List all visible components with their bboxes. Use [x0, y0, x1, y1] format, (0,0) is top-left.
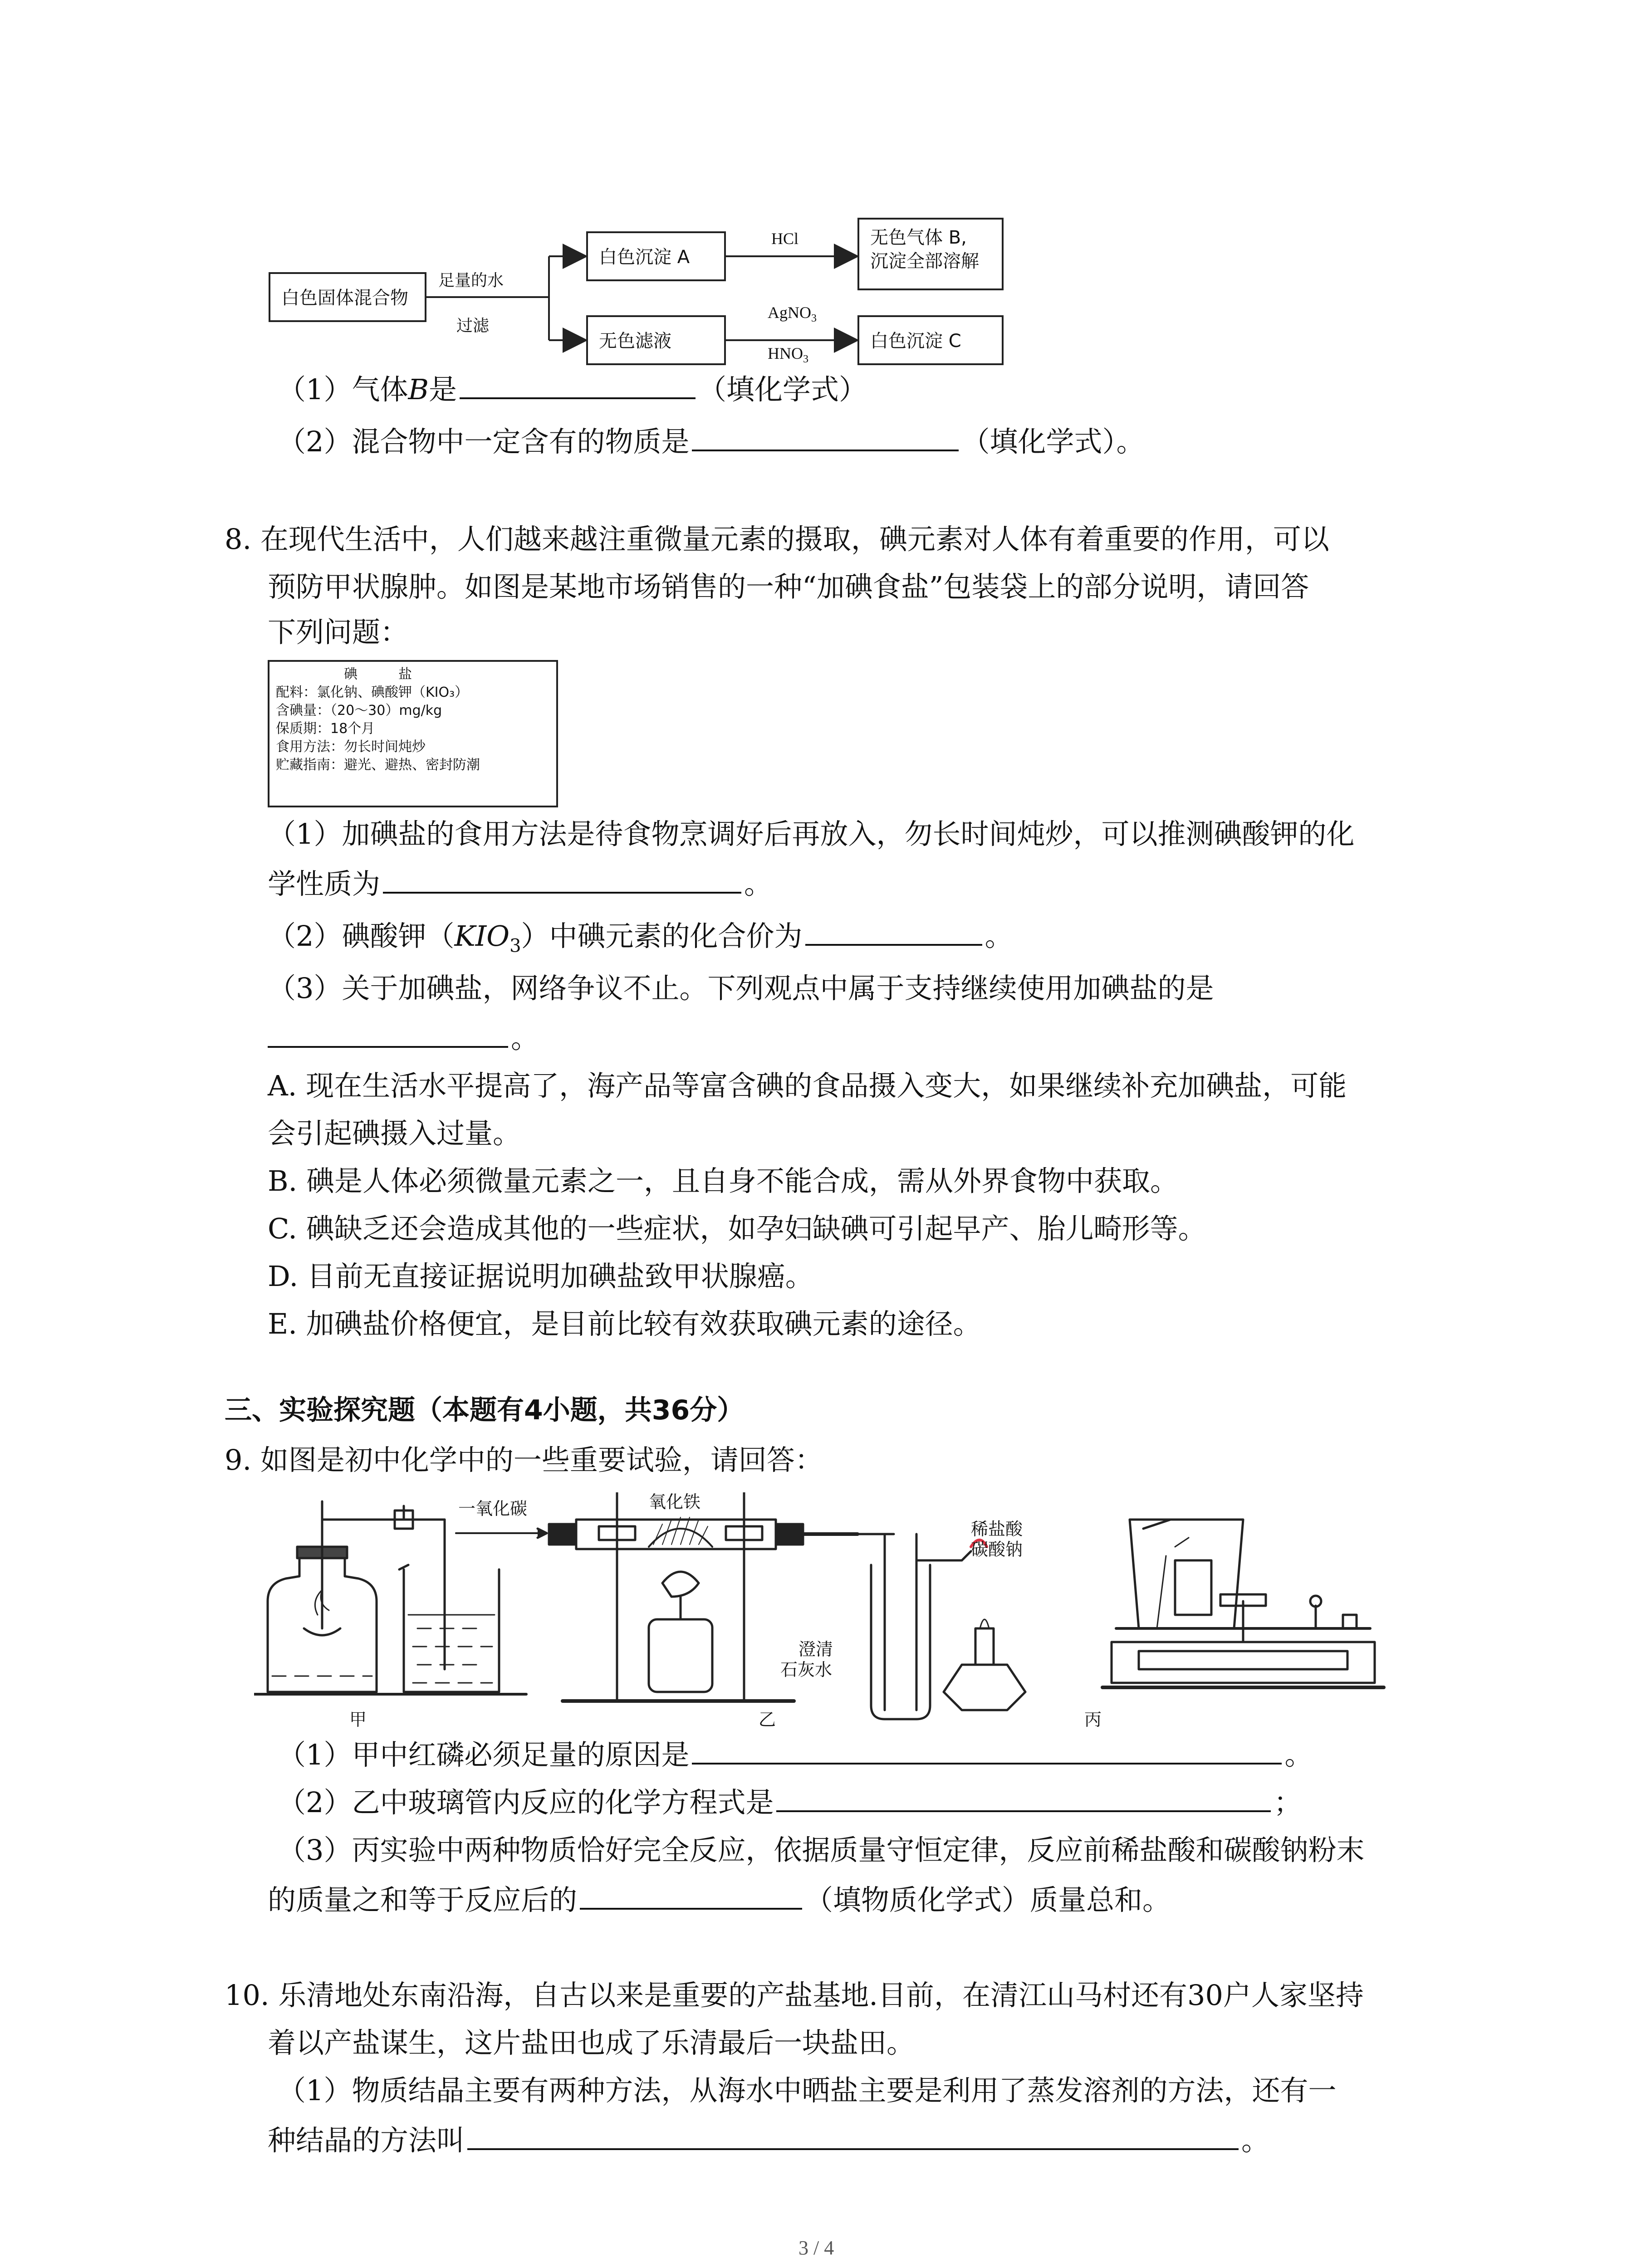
salt-label-title: 碘 盐 — [344, 666, 412, 682]
q8-intro-line1: 8. 在现代生活中，人们越来越注重微量元素的摄取，碘元素对人体有着重要的作用，可以 — [225, 523, 1329, 556]
salt-label-usage: 食用方法：勿长时间炖炒 — [276, 739, 426, 755]
flow-arrow1-bottom-label: 过滤 — [456, 317, 490, 335]
q8-blank-2[interactable] — [805, 919, 982, 946]
iodized-salt-label — [268, 660, 558, 807]
q7-part2: （2）混合物中一定含有的物质是 （填化学式）。 — [278, 425, 1145, 458]
flow-reagent-hno3: $HNO_3$ — [768, 344, 808, 366]
q8-intro-line3: 下列问题： — [268, 616, 409, 649]
q9-part2: （2）乙中玻璃管内反应的化学方程式是 ； — [278, 1786, 1302, 1819]
salt-label-ingredients: 配料：氯化钠、碘酸钾（KIO₃） — [276, 684, 469, 700]
q8-blank-1[interactable] — [383, 866, 741, 894]
fig-label-fe2o3: 氧化铁 — [649, 1492, 701, 1512]
q8-p2: （2）碘酸钾$(KIO_3)$中碘元素的化合价为 。 — [268, 919, 1013, 957]
q9-intro: 9. 如图是初中化学中的一些重要试验，请回答： — [225, 1443, 823, 1476]
flow-node-a: 白色沉淀 A — [586, 231, 726, 281]
fig-label-hcl: 稀盐酸 — [971, 1519, 1023, 1539]
q7-blank-1[interactable] — [460, 372, 696, 399]
q8-p3-line1: （3）关于加碘盐，网络争议不止。下列观点中属于支持继续使用加碘盐的是 — [268, 972, 1214, 1005]
q8-p3-line2: 。 — [268, 1021, 539, 1056]
q8-option-a-line1: A. 现在生活水平提高了，海产品等富含碘的食品摄入变大，如果继续补充加碘盐，可能 — [268, 1069, 1347, 1102]
q8-option-d: D. 目前无直接证据说明加碘盐致甲状腺癌。 — [268, 1260, 813, 1293]
q10-part1-line2: 种结晶的方法叫 。 — [268, 2124, 1270, 2157]
apparatus-bing — [1102, 1520, 1384, 1687]
flow-node-b: 无色气体 B, 沉淀全部溶解 — [857, 218, 1004, 290]
fig-label-bing: 丙 — [1084, 1710, 1102, 1730]
flow-reagent-hcl: HCl — [771, 230, 799, 248]
fig-label-co: 一氧化碳 — [458, 1499, 528, 1519]
q10-blank-1[interactable] — [467, 2123, 1239, 2150]
apparatus-yi — [456, 1492, 1025, 1719]
q8-option-c: C. 碘缺乏还会造成其他的一些症状，如孕妇缺碘可引起早产、胎儿畸形等。 — [268, 1212, 1206, 1245]
q9-part3-line2: 的质量之和等于反应后的 （填物质化学式）质量总和。 — [268, 1883, 1171, 1916]
section3-heading: 三、实验探究题（本题有4小题，共36分） — [225, 1394, 745, 1426]
q9-blank-3[interactable] — [580, 1882, 802, 1910]
q10-intro-line2: 着以产盐谋生，这片盐田也成了乐清最后一块盐田。 — [268, 2026, 915, 2059]
page-number: 3 / 4 — [798, 2237, 834, 2259]
q8-option-a-line2: 会引起碘摄入过量。 — [268, 1117, 521, 1150]
flow-start-box: 白色固体混合物 — [269, 272, 426, 322]
fig-label-jia: 甲 — [349, 1710, 367, 1730]
salt-label-shelf-life: 保质期：18个月 — [276, 721, 375, 737]
apparatus-jia — [254, 1501, 526, 1694]
salt-label-iodine-content: 含碘量：（20～30）mg/kg — [276, 703, 442, 719]
flow-node-c: 白色沉淀 C — [857, 315, 1004, 365]
flow-arrow1-top-label: 足量的水 — [438, 271, 504, 290]
fig-label-na2co3: 碳酸钠 — [971, 1540, 1023, 1559]
fig-label-yi: 乙 — [759, 1710, 776, 1730]
q8-option-e: E. 加碘盐价格便宜，是目前比较有效获取碘元素的途径。 — [268, 1307, 981, 1340]
q8-p1-line2: 学性质为 。 — [268, 867, 773, 900]
q8-intro-line2: 预防甲状腺肿。如图是某地市场销售的一种“加碘食盐”包装袋上的部分说明，请回答 — [268, 570, 1309, 603]
q9-blank-2[interactable] — [776, 1785, 1271, 1812]
q9-apparatus-figure — [254, 1492, 1416, 1728]
fig-label-limewater-1: 澄清 — [798, 1639, 833, 1659]
q7-blank-2[interactable] — [692, 424, 959, 451]
q9-blank-1[interactable] — [692, 1737, 1282, 1765]
q7-part1: （1）气体B是 （填化学式） — [278, 373, 867, 406]
q8-option-b: B. 碘是人体必须微量元素之一，且自身不能合成，需从外界食物中获取。 — [268, 1164, 1178, 1198]
salt-label-storage: 贮藏指南：避光、避热、密封防潮 — [276, 757, 480, 773]
q10-part1-line1: （1）物质结晶主要有两种方法，从海水中晒盐主要是利用了蒸发溶剂的方法，还有一 — [278, 2074, 1337, 2107]
q9-part1: （1）甲中红磷必须足量的原因是 。 — [278, 1738, 1313, 1771]
q8-blank-3[interactable] — [268, 1021, 508, 1048]
flow-node-filtrate: 无色滤液 — [586, 315, 726, 365]
q8-p1-line1: （1）加碘盐的食用方法是待食物烹调好后再放入，勿长时间炖炒，可以推测碘酸钾的化 — [268, 817, 1355, 850]
flow-reagent-agno3: AgNO$_3$ — [768, 303, 817, 325]
q10-intro-line1: 10. 乐清地处东南沿海，自古以来是重要的产盐基地.目前，在清江山马村还有30户人家坚持 — [225, 1979, 1364, 2012]
q9-part3-line1: （3）丙实验中两种物质恰好完全反应，依据质量守恒定律，反应前稀盐酸和碳酸钠粉末 — [278, 1833, 1365, 1867]
flow-arrows — [0, 0, 1641, 408]
fig-label-limewater-2: 石灰水 — [780, 1660, 833, 1680]
